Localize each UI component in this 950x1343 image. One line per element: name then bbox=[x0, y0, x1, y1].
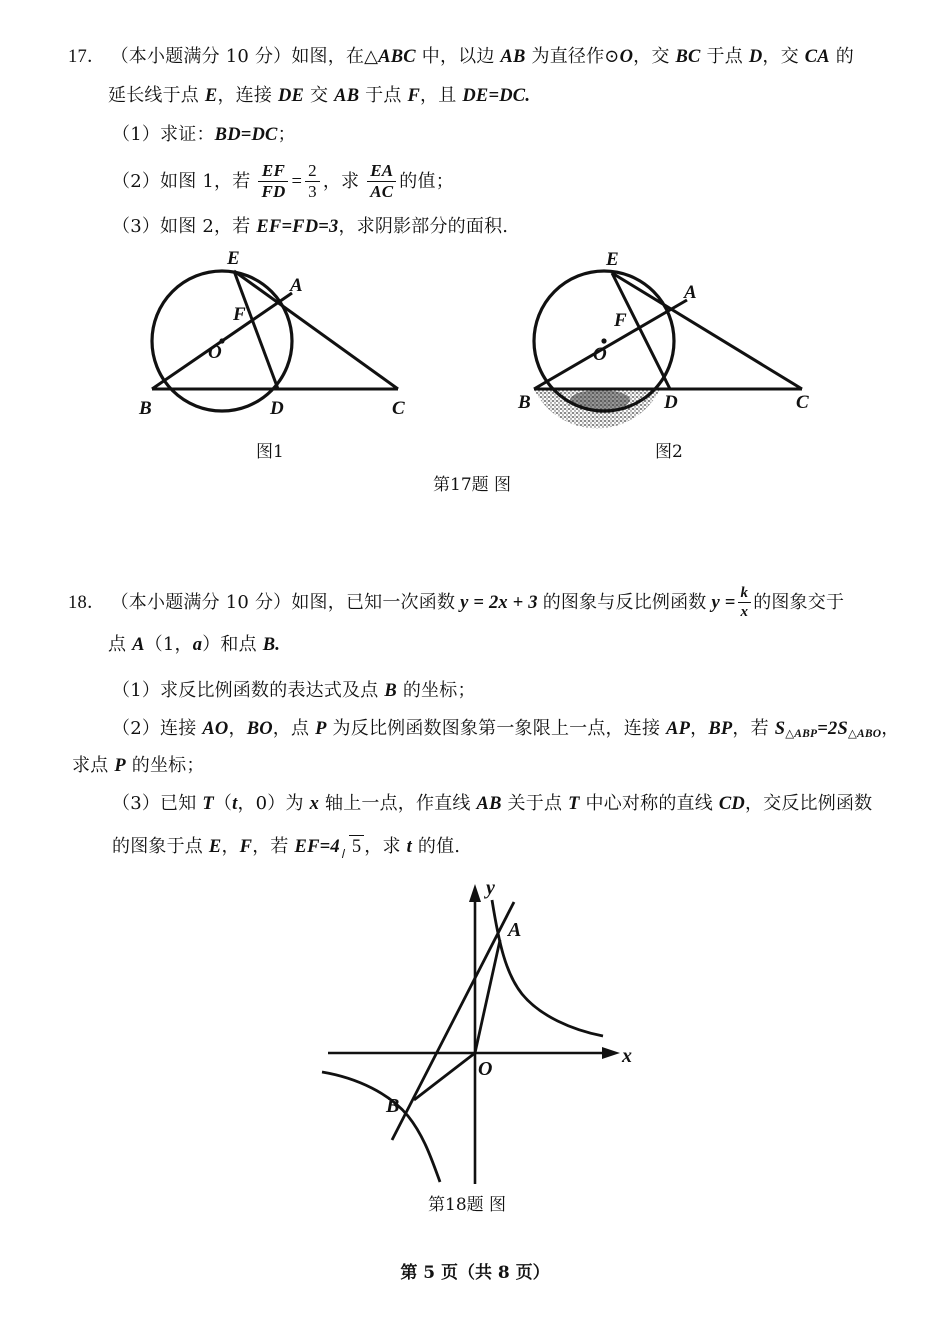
problem17-line2: 延长线于点 E，连接 DE 交 AB 于点 F，且 DE=DC. bbox=[108, 85, 531, 106]
problem17-line1: 17． （本小题满分 10 分）如图，在△ABC 中，以边 AB 为直径作⊙O，交 BC 于点 D，交 CA 的 bbox=[68, 46, 854, 67]
fraction-ea-ac: $\frac{EA}{AC}$ bbox=[367, 162, 396, 202]
fraction-ef-fd: $\frac{EF}{FD}$ bbox=[258, 162, 288, 202]
sqrt-5: 5 bbox=[341, 835, 364, 859]
line-ec-fig1 bbox=[234, 271, 398, 389]
problem17-figure2 bbox=[512, 248, 842, 433]
label-b-fig2: B bbox=[518, 392, 531, 413]
label-f-fig2: F bbox=[614, 310, 627, 331]
hyperbola-branch-q3 bbox=[322, 1072, 440, 1182]
point-o-fig2 bbox=[601, 338, 606, 343]
problem17-number: 17． bbox=[68, 47, 106, 67]
figure1-caption: 图1 bbox=[256, 442, 284, 462]
label-d-fig1: D bbox=[270, 398, 284, 419]
problem18-part3-line1: （3）已知 T（t，0）为 x 轴上一点，作直线 AB 关于点 T 中心对称的直线 CD，交反比例函数 bbox=[112, 793, 873, 814]
fraction-2-3: $\frac{2}{3}$ bbox=[305, 162, 320, 202]
y-axis-arrow bbox=[469, 884, 481, 902]
label-a-fig1: A bbox=[290, 275, 303, 296]
label-e-fig1: E bbox=[227, 248, 240, 269]
point-b-label: B bbox=[386, 1095, 400, 1117]
label-e-fig2: E bbox=[606, 249, 619, 270]
label-o-fig2: O bbox=[593, 344, 607, 365]
label-o-fig1: O bbox=[208, 342, 222, 363]
origin-label: O bbox=[478, 1058, 493, 1080]
label-f-fig1: F bbox=[233, 304, 246, 325]
problem17-figures-caption: 第17题 图 bbox=[433, 475, 512, 495]
problem18-part2-line2: 求点 P 的坐标； bbox=[72, 755, 205, 776]
x-axis-label: x bbox=[622, 1045, 632, 1067]
problem18-line2: 点 A（1，a）和点 B. bbox=[108, 634, 281, 655]
label-c-fig1: C bbox=[392, 398, 405, 419]
y-axis-label: y bbox=[486, 877, 495, 899]
label-b-fig1: B bbox=[139, 398, 152, 419]
segment-ao bbox=[475, 940, 500, 1053]
label-a-fig2: A bbox=[684, 282, 697, 303]
label-d-fig2: D bbox=[664, 392, 678, 413]
problem18-figure-caption: 第18题 图 bbox=[428, 1195, 507, 1215]
problem18-part2-line1: （2）连接 AO，BO，点 P 为反比例函数图象第一象限上一点，连接 AP，BP，若 $S_{\triangle ABP}=2S_{\triangle ABO}$， bbox=[112, 718, 900, 740]
point-a-label: A bbox=[508, 919, 522, 941]
problem18-part3-line2: 的图象于点 E，F，若 EF=4 5 ，求 t 的值. bbox=[112, 835, 460, 859]
fraction-k-x: $\frac{k}{x}$ bbox=[738, 585, 752, 620]
problem18-line1: 18． （本小题满分 10 分）如图，已知一次函数 y = 2x + 3 的图象与反比例函数 y = $\frac{k}{x}$ 的图象交于 bbox=[68, 585, 845, 621]
problem17-part1: （1）求证：BD=DC； bbox=[112, 124, 296, 145]
x-axis-arrow bbox=[602, 1047, 620, 1059]
problem17-part2: （2）如图 1，若 $\frac{EF}{FD}$ = $\frac{2}{3}$ ，求 $\frac{EA}{AC}$ 的值； bbox=[112, 161, 454, 202]
problem18-part1: （1）求反比例函数的表达式及点 B 的坐标； bbox=[112, 680, 476, 701]
page-footer: 第 5 页（共 8 页） bbox=[400, 1263, 550, 1283]
problem18-figure bbox=[300, 872, 660, 1192]
figure2-caption: 图2 bbox=[655, 442, 683, 462]
problem17-figure1 bbox=[130, 248, 460, 433]
problem18-number: 18． bbox=[68, 592, 106, 613]
label-c-fig2: C bbox=[796, 392, 809, 413]
line-ab bbox=[392, 902, 514, 1140]
problem17-part3: （3）如图 2，若 EF=FD=3，求阴影部分的面积. bbox=[112, 216, 509, 237]
